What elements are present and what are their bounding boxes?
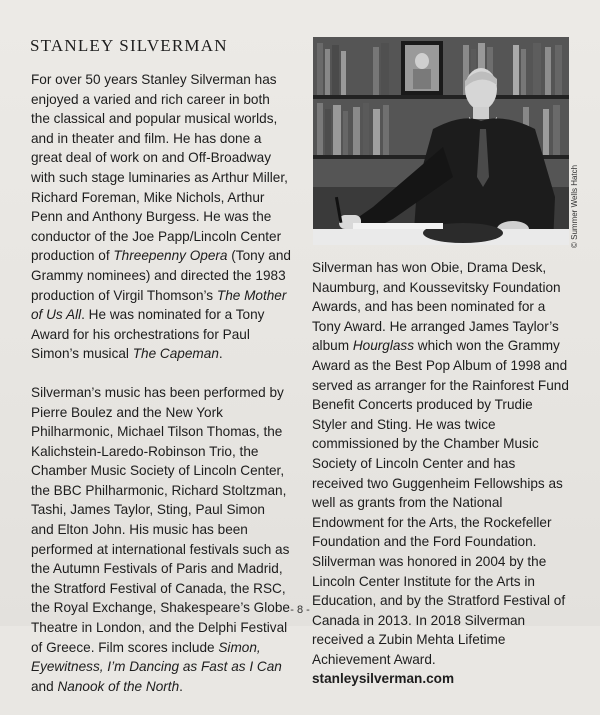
- italic-title-text: Threepenny Opera: [113, 248, 228, 264]
- body-text-run: Silverman has won Obie, Drama Desk, Naumburg, and Koussevitsky Foundation Awards, and has been nominated for a Tony Award. He arranged James Taylor’s album: [312, 260, 561, 354]
- bio-paragraph-3: [312, 258, 570, 689]
- body-text-run: . He was nominated for a Tony Award for his orchestrations for Paul Simon’s musical: [31, 307, 265, 362]
- body-text-run: (Tony and Grammy nominees) and directed the 1983 production of Virgil Thomson’s: [31, 248, 291, 303]
- italic-title-text: The Mother of Us All: [31, 287, 287, 323]
- body-text-run: Silverman’s music has been performed by Pierre Boulez and the New York Philharmonic, Michael Tilson Thomas, the Kalichstein-Laredo-Robinson Trio, the Chamber Music Society of Lincoln Center, the BBC Philharmonic, Richard Stoltzman, Tashi, James Taylor, Sting, Paul Simon and Elton John. His music has been performed at international festivals such as the Autumn Festivals of Paris and Madrid, the Stratford Festival of Canada, the RSC, the Royal Exchange, Shakespeare’s Globe Theatre in London, and the Delphi Festival of Greece. Film scores include: [31, 384, 290, 655]
- right-column: [312, 258, 570, 689]
- photo-credit: © Summer Wells Hatch: [570, 164, 579, 248]
- body-text-run: .: [179, 678, 183, 694]
- website-link-text: stanleysilverman.com: [312, 671, 455, 687]
- portrait-photo-image: [313, 37, 569, 245]
- body-text-run: and: [31, 678, 58, 694]
- body-text-run: For over 50 years Stanley Silverman has enjoyed a varied and rich career in both the classical and popular musical worlds, and in theater and film. He has done a great deal of work on and Off-Broadway with such stage luminaries as Arthur Miller, Richard Foreman, Mike Nichols, Arthur Penn and Anthony Burgess. He was the conductor of the Joe Papp/Lincoln Center production of: [31, 72, 288, 264]
- bio-paragraph-2: [31, 383, 291, 697]
- body-text-run: .: [218, 346, 223, 362]
- italic-title-text: Nanook of the North: [57, 678, 180, 694]
- page-number: - 8 -: [290, 604, 310, 616]
- bio-paragraph-1: [31, 70, 291, 364]
- italic-title-text: The Capeman: [132, 346, 219, 362]
- italic-title-text: Simon, Eyewitness, I’m Dancing as Fast as I Can: [31, 639, 282, 675]
- page-title: STANLEY SILVERMAN: [30, 36, 228, 55]
- left-column: [31, 70, 291, 715]
- italic-title-text: Hourglass: [352, 338, 415, 354]
- portrait-photo: [313, 37, 569, 245]
- body-text-run: which won the Grammy Award as the Best Pop Album of 1998 and served as arranger for the Rainforest Fund Benefit Concerts produced by Trudie Styler and Sting. He was twice commissioned by the Chamber Music Society of Lincoln Center and has received two Guggenheim Fellowships as well as grants from the National Endowment for the Arts, the Rockefeller Foundation and the Ford Foundation. Slilverman was honored in 2004 by the Lincoln Center Institute for the Arts in Education, and by the Stratford Festival of Canada in 2013. In 2018 Silverman received a Zubin Mehta Lifetime Achievement Award.: [312, 338, 569, 667]
